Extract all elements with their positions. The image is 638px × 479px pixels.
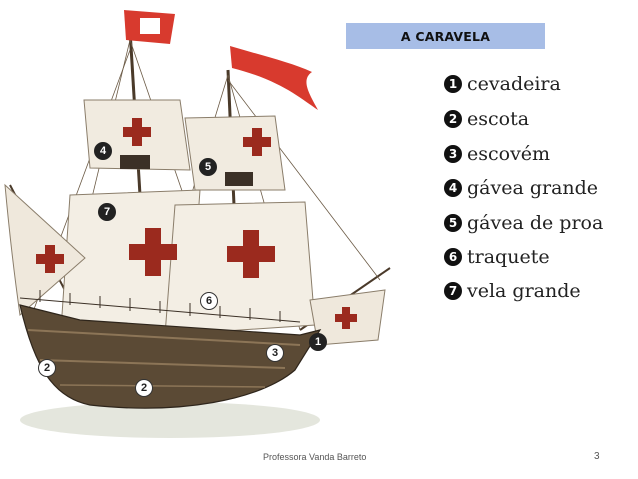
slide-title: A CARAVELA <box>400 28 491 44</box>
legend-number: 1 <box>444 75 462 93</box>
callout-5: 5 <box>199 158 217 176</box>
page-number: 3 <box>594 451 600 462</box>
legend-label: traquete <box>467 246 550 268</box>
legend-label: escovém <box>467 143 551 165</box>
legend-item <box>444 174 598 202</box>
fore-crows-nest <box>225 172 253 186</box>
parts-legend <box>434 68 616 318</box>
sails <box>5 100 385 345</box>
legend-label: gávea grande <box>467 177 599 199</box>
legend-number: 2 <box>444 110 462 128</box>
callout-3: 3 <box>266 344 284 362</box>
main-crows-nest <box>120 155 150 169</box>
legend-label: vela grande <box>467 280 581 302</box>
legend-number: 6 <box>444 248 462 266</box>
callout-7: 7 <box>98 203 116 221</box>
fore-sail <box>165 202 315 335</box>
legend-number: 4 <box>444 179 462 197</box>
main-flag-emblem <box>140 18 160 34</box>
callout-2-bottom: 2 <box>135 379 153 397</box>
legend-item <box>444 140 550 168</box>
legend-item <box>444 70 561 98</box>
callout-2-left: 2 <box>38 359 56 377</box>
legend-number: 7 <box>444 282 462 300</box>
title-banner <box>346 23 545 49</box>
callout-1: 1 <box>309 333 327 351</box>
legend-item <box>444 209 603 237</box>
legend-label: cevadeira <box>467 73 561 95</box>
legend-number: 3 <box>444 145 462 163</box>
legend-item <box>444 105 529 133</box>
legend-item <box>444 277 581 305</box>
footer-author: Professora Vanda Barreto <box>263 452 367 462</box>
callout-4: 4 <box>94 142 112 160</box>
legend-item <box>444 243 550 271</box>
legend-label: escota <box>467 108 530 130</box>
legend-label: gávea de proa <box>467 212 604 234</box>
legend-number: 5 <box>444 214 462 232</box>
callout-6: 6 <box>200 292 218 310</box>
